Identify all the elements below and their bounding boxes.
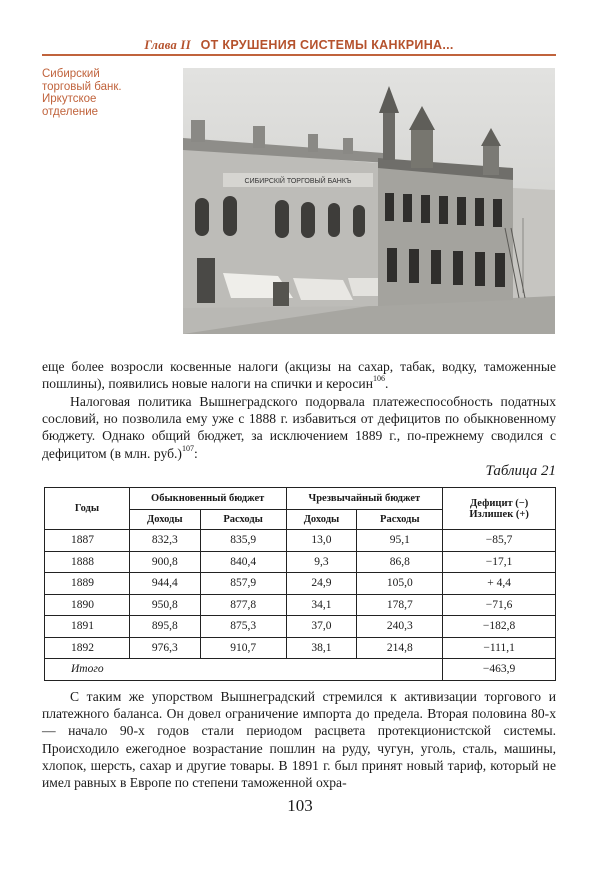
header-rule: [42, 54, 556, 56]
cell-value: 950,8: [129, 594, 200, 616]
table-row: [45, 616, 556, 638]
budget-table: [44, 487, 556, 681]
photo-sign-text: СИБИРСКІЙ ТОРГОВЫЙ БАНКЪ: [244, 178, 352, 185]
cell-value: 178,7: [357, 594, 443, 616]
cell-value: 976,3: [129, 637, 200, 659]
table-total-row: [45, 659, 556, 681]
cell-balance: −17,1: [443, 551, 556, 573]
paragraph-text: еще более возросли косвенные налоги (акцизы на сахар, табак, водку, таможенные пошлины), появились новые налоги на спички и керосин: [42, 359, 556, 392]
cell-value: 835,9: [200, 530, 286, 552]
chapter-number: Глава II: [144, 38, 191, 52]
cell-value: 24,9: [286, 573, 357, 595]
cell-balance: −85,7: [443, 530, 556, 552]
cell-value: 875,3: [200, 616, 286, 638]
cell-value: 840,4: [200, 551, 286, 573]
cell-value: 240,3: [357, 616, 443, 638]
cell-balance: −71,6: [443, 594, 556, 616]
paragraph-3: [42, 688, 556, 791]
header-ordinary-budget: Обыкновенный бюджет: [129, 488, 286, 510]
bank-building-photo: [183, 68, 555, 334]
table-row: [45, 594, 556, 616]
table-row: [45, 551, 556, 573]
footnote-ref: 106: [372, 374, 385, 384]
cell-balance: −111,1: [443, 637, 556, 659]
total-label: Итого: [45, 659, 443, 681]
table-label: Таблица 21: [485, 463, 556, 479]
cell-value: 86,8: [357, 551, 443, 573]
header-extraordinary-budget: Чрезвычайный бюджет: [286, 488, 443, 510]
photo-caption: [42, 68, 172, 118]
cell-value: 944,4: [129, 573, 200, 595]
table-row: [45, 573, 556, 595]
header-balance: [443, 488, 556, 530]
cell-year: 1892: [45, 637, 130, 659]
footnote-ref: 107: [181, 443, 194, 453]
header-years: Годы: [45, 488, 130, 530]
cell-value: 910,7: [200, 637, 286, 659]
header-expenses: Расходы: [200, 510, 286, 530]
paragraph-text: Налоговая политика Вышнеградского подорвала платежеспособность податных сословий, но позволила ему уже с 1888 г. избавиться от дефицитов по обыкновенному бюджету. Однако общий бюджет, за исключением 1889 г., по-прежнему сводился с дефицитом (в млн. руб.): [42, 394, 556, 461]
punctuation: :: [193, 445, 198, 461]
cell-value: 105,0: [357, 573, 443, 595]
cell-value: 37,0: [286, 616, 357, 638]
punctuation: .: [384, 376, 389, 392]
cell-year: 1888: [45, 551, 130, 573]
cell-year: 1891: [45, 616, 130, 638]
cell-value: 13,0: [286, 530, 357, 552]
cell-value: 832,3: [129, 530, 200, 552]
cell-year: 1889: [45, 573, 130, 595]
caption-line: отделение: [42, 105, 99, 118]
table-row: [45, 530, 556, 552]
cell-balance: −182,8: [443, 616, 556, 638]
header-deficit: Дефицит (−): [469, 497, 529, 509]
cell-value: 95,1: [357, 530, 443, 552]
cell-value: 34,1: [286, 594, 357, 616]
header-surplus: Излишек (+): [469, 508, 529, 520]
caption-line: торговый банк.: [42, 80, 122, 93]
paragraph-1: [42, 358, 556, 392]
total-value: −463,9: [443, 659, 556, 681]
cell-value: 877,8: [200, 594, 286, 616]
header-income: Доходы: [129, 510, 200, 530]
page-number: 103: [287, 796, 313, 815]
cell-year: 1890: [45, 594, 130, 616]
cell-balance: + 4,4: [443, 573, 556, 595]
cell-value: 895,8: [129, 616, 200, 638]
paragraph-text: С таким же упорством Вышнеградский стремился к активизации торгового и платежного баланса. Он довел ограничение импорта до предела. Вторая половина 80-х — начало 90-х годов стали периодом расцвета протекционистской системы. Происходило ежегодное возрастание пошлин на руду, чугун, уголь, сталь, машины, хлопок, шерсть, сахар и другие товары. В 1891 г. был принят новый тариф, который не имел равных в Европе по степени таможенной охра-: [42, 689, 556, 791]
caption-line: Иркутское: [42, 93, 97, 105]
paragraph-2: [42, 393, 556, 462]
table-row: [45, 637, 556, 659]
header-expenses: Расходы: [357, 510, 443, 530]
cell-value: 214,8: [357, 637, 443, 659]
cell-value: 857,9: [200, 573, 286, 595]
chapter-title: ОТ КРУШЕНИЯ СИСТЕМЫ КАНКРИНА...: [200, 38, 454, 52]
cell-value: 900,8: [129, 551, 200, 573]
caption-line: Сибирский: [42, 68, 100, 80]
cell-value: 38,1: [286, 637, 357, 659]
cell-value: 9,3: [286, 551, 357, 573]
header-income: Доходы: [286, 510, 357, 530]
running-header: [42, 38, 556, 53]
cell-year: 1887: [45, 530, 130, 552]
